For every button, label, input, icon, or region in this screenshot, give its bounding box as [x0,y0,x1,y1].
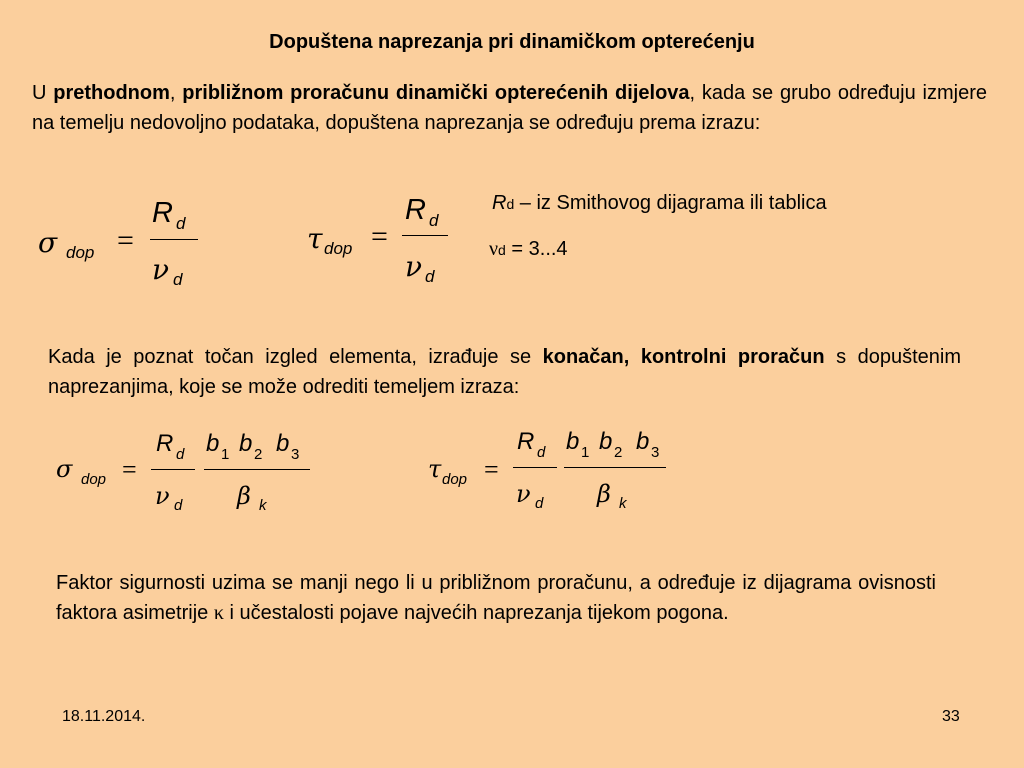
b2-symbol: b [239,430,253,457]
control-text-1: Kada je poznat točan izgled elementa, izrađuje se [48,346,543,368]
safety-text-1: Faktor sigurnosti uzima se manji nego li u približnom proračunu, a određuje iz dijagrama ovisnosti faktora asimetrije [56,572,936,624]
denominator-nu: ν [155,482,170,510]
beta-sub-k: k [259,497,267,514]
numerator-R: R [405,194,426,226]
numerator-R: R [152,197,173,229]
fraction-bar [150,239,198,240]
intro-bold-1: prethodnom [53,82,170,104]
note-rd-sub: d [506,196,515,212]
b1-symbol: b [566,428,580,455]
denominator-sub-d: d [174,497,183,514]
sigma-symbol: σ [38,226,58,259]
fraction-bar-2 [564,467,666,468]
numerator-sub-d: d [176,446,185,463]
numerator-sub-d: d [537,444,546,461]
denominator-sub-d: d [173,270,183,289]
control-bold-1: konačan, kontrolni proračun [542,346,825,368]
b3-symbol: b [276,430,290,457]
equals-sign: = [117,224,134,257]
b2-symbol: b [599,428,613,455]
slide-title: Dopuštena naprezanja pri dinamičkom opterećenju [269,31,755,53]
footer-page-number: 33 [942,708,960,725]
tau-symbol: τ [428,455,442,483]
equals-sign: = [122,455,137,484]
intro-text-2: , [169,82,183,104]
tau-symbol: τ [307,222,323,255]
b2-sub: 2 [254,446,263,463]
b1-sub: 1 [581,444,590,461]
b2-sub: 2 [614,444,623,461]
equals-sign: = [371,220,388,253]
denominator-sub-d: d [535,495,544,512]
denominator-nu: ν [405,250,423,283]
sub-dop: dop [81,471,107,488]
intro-paragraph [32,78,987,138]
sub-dop: dop [66,243,95,262]
b1-sub: 1 [221,446,230,463]
note-rd [492,192,827,215]
denominator-sub-d: d [425,267,435,286]
safety-factor-paragraph [56,568,936,628]
fraction-bar-1 [513,467,557,468]
footer-date: 18.11.2014. [62,708,146,725]
intro-text-1: U [32,82,54,104]
control-text-2: s dopuštenim naprezanjima, koje se može odrediti temeljem izraza: [48,346,961,398]
b3-sub: 3 [291,446,300,463]
beta-symbol: β [237,482,251,510]
kappa-symbol: κ [213,602,224,624]
denominator-nu: ν [516,480,531,508]
fraction-bar-2 [204,469,310,470]
numerator-sub-d: d [429,211,439,230]
fraction-bar [402,235,448,236]
equals-sign: = [484,455,499,484]
note-rd-symbol: R [492,192,507,214]
note-nud-text: = 3...4 [505,238,568,260]
intro-text-3: , kada se grubo određuju izmjere na temelju nedovoljno podataka, dopuštena naprezanja se određuju prema izrazu: [32,82,987,134]
b1-symbol: b [206,430,220,457]
numerator-R: R [517,428,535,455]
numerator-R: R [156,430,174,457]
beta-sub-k: k [619,495,627,512]
control-paragraph [48,342,961,402]
safety-text-2: i učestalosti pojave najvećih naprezanja tijekom pogona. [223,602,729,624]
note-rd-text: – iz Smithovog dijagrama ili tablica [514,192,827,214]
fraction-bar-1 [151,469,195,470]
note-nud [489,238,568,261]
sigma-symbol: σ [56,455,73,483]
b3-sub: 3 [651,444,660,461]
beta-symbol: β [597,480,611,508]
sub-dop: dop [442,471,468,488]
numerator-sub-d: d [176,214,186,233]
b3-symbol: b [636,428,650,455]
note-nud-sub: d [498,242,506,258]
sub-dop: dop [324,239,353,258]
intro-bold-2: približnom proračunu dinamički opterećenih dijelova [182,82,690,104]
denominator-nu: ν [152,253,170,286]
note-nud-symbol: ν [489,238,499,260]
